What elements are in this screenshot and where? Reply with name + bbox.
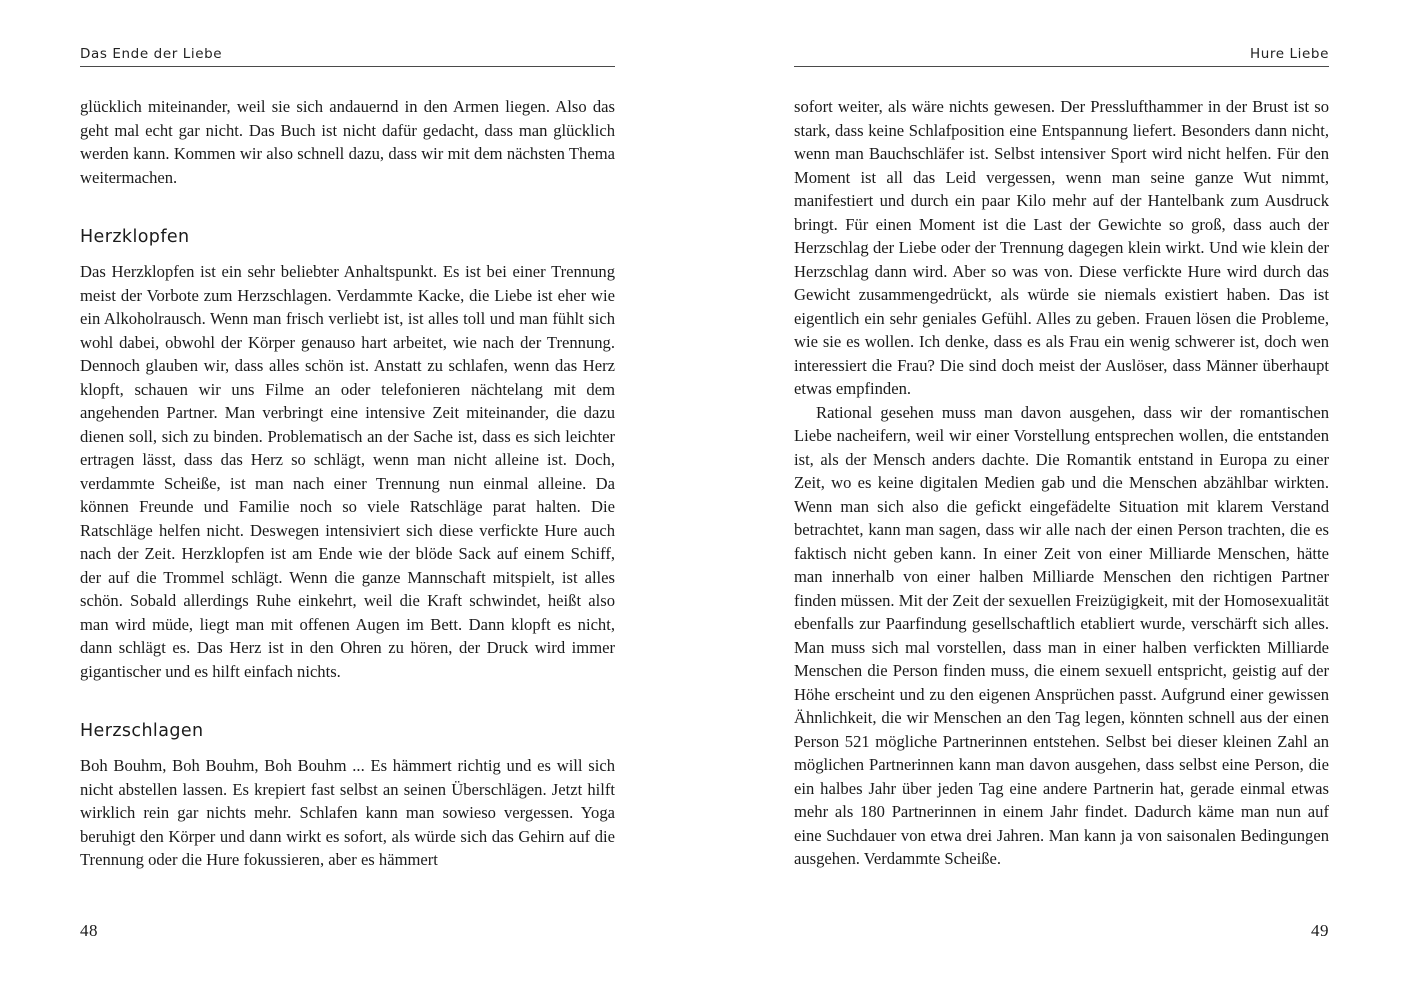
paragraph: sofort weiter, als wäre nichts gewesen. Der Presslufthammer in der Brust ist so stark, dass keine Schlafposition eine Entspannung liefert. Besonders dann nicht, wenn man Bauchschläfer ist. Selbst intensiver Sport wird nicht helfen. Für den Moment ist all das Leid vergessen, wenn man seine ganze Wut nimmt, manifestiert und durch ein paar Kilo mehr auf der Hantelbank zum Ausdruck bringt. Für einen Moment ist die Last der Gewichte so groß, dass auch der Herzschlag der Liebe oder der Trennung dagegen klein wirkt. Und wie klein der Herzschlag dann wird. Aber so was von. Diese verfickte Hure wird durch das Gewicht zusammengedrückt, als würde sie niemals existiert haben. Das ist eigentlich ein sehr geniales Gefühl. Alles zu geben. Frauen lösen die Probleme, wie sie es wollen. Ich denke, dass es als Frau ein wenig schwerer ist, doch wen interessiert die Frau? Die sind doch meist der Auslöser, dass Männer überhaupt etwas empfinden. — [794, 97, 1329, 398]
section-heading: Herzklopfen — [80, 227, 190, 247]
page-number: 49 — [1311, 921, 1329, 940]
right-page — [794, 0, 1329, 1000]
header-rule — [794, 66, 1329, 67]
left-page — [80, 0, 615, 1000]
page-number: 48 — [80, 921, 98, 940]
section-heading: Herzschlagen — [80, 721, 204, 741]
paragraph: Boh Bouhm, Boh Bouhm, Boh Bouhm ... Es hämmert richtig und es will sich nicht abstellen lassen. Es krepiert fast selbst an seinen Überschlägen. Jetzt hilft wirklich rein gar nichts mehr. Schlafen kann man sowieso vergessen. Yoga beruhigt den Körper und dann wirkt es sofort, als würde sich das Gehirn auf die Trennung oder die Hure fokussieren, aber es hämmert — [80, 756, 615, 869]
running-head: Hure Liebe — [1249, 46, 1329, 62]
running-head: Das Ende der Liebe — [80, 46, 223, 62]
page-body — [80, 95, 615, 872]
paragraph: glücklich miteinander, weil sie sich andauernd in den Armen liegen. Also das geht mal echt gar nicht. Das Buch ist nicht dafür gedacht, dass man glücklich werden kann. Kommen wir also schnell dazu, dass wir mit dem nächsten Thema weitermachen. — [80, 97, 615, 187]
header-rule — [80, 66, 615, 67]
page-body — [794, 95, 1329, 871]
paragraph: Das Herzklopfen ist ein sehr beliebter Anhaltspunkt. Es ist bei einer Trennung meist der Vorbote zum Herzschlagen. Verdammte Kacke, die Liebe ist eher wie ein Alkoholrausch. Wenn man frisch verliebt ist, ist alles toll und man fühlt sich wohl dabei, obwohl der Körper genauso hart arbeitet, wie nach der Trennung. Dennoch glauben wir, dass alles schön ist. Anstatt zu schlafen, wenn das Herz klopft, schauen wir uns Filme an oder telefonieren nächtelang mit dem angehenden Partner. Man verbringt eine intensive Zeit miteinander, die dazu dienen soll, sich zu binden. Problematisch an der Sache ist, dass es sich leichter ertragen lässt, dass das Herz so schlägt, wenn man nicht alleine ist. Doch, verdammte Scheiße, ist man nach einer Trennung nun einmal alleine. Da können Freunde und Familie noch so viele Ratschläge parat halten. Die Ratschläge helfen nicht. Deswegen intensiviert sich diese verfickte Hure auch nach der Zeit. Herzklopfen ist am Ende wie der blöde Sack auf einem Schiff, der auf die Trommel schlägt. Wenn die ganze Mannschaft mitspielt, ist alles schön. Sobald allerdings Ruhe einkehrt, weil die Kraft schwindet, heißt also man wird müde, liegt man mit offenen Augen im Bett. Dann klopft es nicht, dann schlägt es. Das Herz ist in den Ohren zu hören, der Druck wird immer gigantischer und es hilft einfach nichts. — [80, 262, 615, 681]
paragraph: Rational gesehen muss man davon ausgehen, dass wir der romantischen Liebe nacheifern, weil wir einer Vorstellung entsprechen wollen, die entstanden ist, als der Mensch anders dachte. Die Romantik entstand in Europa zu einer Zeit, wo es keine digitalen Medien gab und die Menschen abzählbar wirkten. Wenn man sich also die gefickt eingefädelte Situation mit klarem Verstand betrachtet, kann man sagen, dass wir alle nach der einen Person trachten, die es faktisch nicht geben kann. In einer Zeit von einer Milliarde Menschen, hätte man innerhalb von einer halben Milliarde Menschen den richtigen Partner finden müssen. Mit der Zeit der sexuellen Freizügigkeit, mit der Homosexualität ebenfalls zur Paarfindung gesellschaftlich etabliert wurde, verschärft sich alles. Man muss sich mal vorstellen, dass man in einer halben verfickten Milliarde Menschen die Person finden muss, die einem sexuell entspricht, geistig auf der Höhe erscheint und zu den eigenen Ansprüchen passt. Aufgrund einer gewissen Ähnlichkeit, die wir Menschen an den Tag legen, könnten schnell aus der einen Person 521 mögliche Partnerinnen entstehen. Selbst bei dieser kleinen Zahl an möglichen Partnerinnen kann man davon ausgehen, dass selbst eine Person, die ein halbes Jahr über jeden Tag eine andere Partnerin hat, gerade einmal etwas mehr als 180 Partnerinnen in einem Jahr findet. Dadurch käme man nun auf eine Suchdauer von etwa drei Jahren. Man kann ja von saisonalen Bedingungen ausgehen. Verdammte Scheiße. — [794, 402, 1329, 868]
